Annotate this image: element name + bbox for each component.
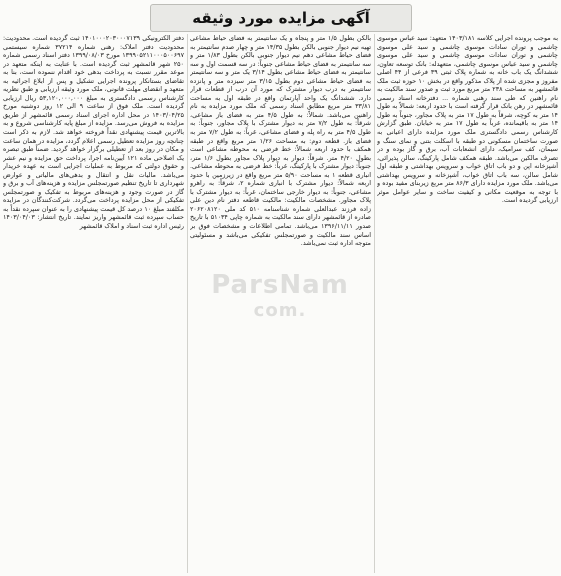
column-middle [190, 34, 371, 573]
column-left [3, 34, 184, 573]
column-middle-text: بالکن بطول ۱/۵ متر و پنجاه و یک سانتیمتر به فضای حیاط مشاعی تهیه نیم دیوار جنوبی بالکن بطول ۱۴/۳۵ متر و چهار صدم سانتیمتر به فضای حیاط مشاعی دهم نیم دیوار جنوبی بالکن بطول ۱/۸۳ متر و سه سانتیمتر به فضای حیاط مشاعی جنوباً: در سه قسمت اول و سه سانتیمتر به فضای حیاط مشاعی بطول ۳/۱۴ یک متر و سه سانتیمتر به فضای حیاط مشاعی دوم بطول ۳/۱۵ متر سیزده متر و پانزده سانتیمتر به درب دیوار مشترک که مورد آن درب از قطعات قرار دارد. ششدانگ یک واحد آپارتمان واقع در طبقه اول به مساحت ۳۳/۸۱ متر مربع مطابق اسناد رسمی که ملک مورد مزایده به نام راهنین می‌باشد. شمالاً: به طول ۴/۵ متر به فضای باز مشاعی، شرقاً: به طول ۷/۲ متر به دیوار مشترک با پلاک مجاور، جنوباً: به طول ۴/۵ متر به راه پله و فضای مشاعی، غرباً: به طول ۷/۲ متر به فضای باز. قطعه دوم: به مساحت ۱/۲۶ متر مربع واقع در طبقه همکف با حدود اربعه شمالاً: خط فرضی به محوطه مشاعی است بطول ۴/۲۰ متر. شرقاً: دیوار به دیوار پلاک مجاور بطول ۱/۶ متر، جنوباً: دیوار مشترک با پارکینگ، غرباً: خط فرضی به محوطه مشاعی. انباری قطعه ۱ به مساحت ۵/۹۰ متر مربع واقع در زیرزمین با حدود اربعه شمالاً: دیوار مشترک با انباری شماره ۲، شرقاً: به راهرو مشاعی، جنوباً: به دیوار خارجی ساختمان، غرباً: به دیوار مشترک با پلاک مجاور. مشخصات مالکیت: مالکیت قاطعه دفتر نام دین علی زاده فرزند عبدالعلی شماره شناسنامه ۵۱۰ کد ملی ۲۰۶۲۰۸۱۲۰ صادره از قائمشهر دارای سند مالکیت به شماره چاپی ۵۱۰۳۴ با تاریخ صدور ۱۳۹۶/۱۱/۱۱ می‌باشد. تمامی اطلاعات و مشخصات فوق بر اساس سند مالکیت و صورتمجلس تفکیکی می‌باشد و مسئولیتی متوجه اداره ثبت نمی‌باشد. [190, 34, 371, 248]
column-right-text: به موجب پرونده اجرایی کلاسه ۱۴۰۳/۱۸۱ متعهد: سید عباس موسوی چاشمی و توران سادات موسوی چاشمی و سید علی موسوی چاشمی و توران سادات موسوی چاشمی و سید علی موسوی چاشمی و سید عباس موسوی چاشمی، متعهدله: بانک توسعه تعاون، ششدانگ یک باب خانه به شماره پلاک ثبتی ۳۹ فرعی از ۴۴ اصلی مفروز و مجزی شده از پلاک مذکور واقع در بخش ۱۰ حوزه ثبت ملک قائمشهر به مساحت ۲۳۸ متر مربع مورد ثبت و صدور سند مالکیت به نام راهنین که طی سند رهنی شماره ... دفترخانه اسناد رسمی قائمشهر در رهن بانک قرار گرفته است با حدود اربعه: شمالاً به طول ۱۴ متر به کوچه، شرقاً به طول ۱۷ متر به پلاک مجاور، جنوباً به طول ۱۴ متر به باقیمانده، غرباً به طول ۱۷ متر به خیابان. طبق گزارش کارشناس رسمی دادگستری ملک مورد مزایده دارای اعیانی به صورت ساختمان مسکونی دو طبقه با اسکلت بتنی و نمای سنگ و سیمان، کف سرامیک، دارای انشعابات آب، برق و گاز بوده و در تصرف مالکین می‌باشد. طبقه همکف شامل پارکینگ، سالن پذیرائی، آشپزخانه اپن و دو باب اتاق خواب و سرویس بهداشتی و طبقه اول شامل سالن، سه باب اتاق خواب، آشپزخانه و سرویس بهداشتی می‌باشد. ملک مورد مزایده دارای ۸۶/۳ متر مربع زیربنای مفید بوده و با توجه به موقعیت مکانی و کیفیت ساخت و سایر عوامل موثر ارزیابی گردیده است. [377, 34, 558, 205]
notice-title: آگهی مزایده مورد وثیقه [192, 9, 370, 27]
watermark-line2: com. [253, 300, 307, 321]
notice-title-box [150, 4, 412, 32]
column-right [377, 34, 558, 573]
notice-columns [3, 34, 558, 573]
watermark-line1: ParsNam [211, 270, 349, 300]
column-left-text: دفتر الکترونیکی ۱۴۰۱۰۰۰۲۰۳۰۰۰۷۱۳۹ ثبت گردیده است. محدودیت: محدودیت دفتر املاک: رهنی شماره ۳۷۲۱۴ شماره سیستمی ۱۳۹۹۰۵۲۱۱۰۰۰۵۰۰۶۹۷ مورخ ۱۳۹۹/۰۸/۰۳ دفتر اسناد رسمی شماره ۲۵۰ شهر قائمشهر ثبت گردیده است. با عنایت به اینکه متعهد در موعد مقرر نسبت به پرداخت بدهی خود اقدام ننموده است، بنا به تقاضای بستانکار پرونده اجرایی تشکیل و پس از ابلاغ اجرائیه به متعهد و انقضای مهلت قانونی، ملک مورد وثیقه ارزیابی و طبق نظریه کارشناس رسمی دادگستری به مبلغ ۵۳,۱۲۰,۰۰۰,۰۰۰ ریال ارزیابی گردیده است. ملک فوق از ساعت ۹ الی ۱۲ روز دوشنبه مورخ ۱۴۰۳/۰۴/۲۵ در محل اداره اجرای اسناد رسمی قائمشهر از طریق مزایده به فروش می‌رسد. مزایده از مبلغ پایه کارشناسی شروع و به بالاترین قیمت پیشنهادی نقداً فروخته خواهد شد. لازم به ذکر است چنانچه روز مزایده تعطیل رسمی اعلام گردد، مزایده در همان ساعت و مکان در روز بعد از تعطیلی برگزار خواهد گردید. ضمناً طبق تبصره یک اصلاحی ماده ۱۲۱ آیین‌نامه اجرا، پرداخت حق مزایده و نیم عشر و حقوق دولتی که مربوط به عملیات اجرایی است به عهده خریدار می‌باشد. مالیات نقل و انتقال و بدهی‌های مالیاتی و عوارض شهرداری تا تاریخ تنظیم صورتمجلس مزایده و هزینه‌های آب و برق و گاز در صورت وجود و هزینه‌های مربوط به تفکیک و صورتمجلس تفکیکی از محل مزایده پرداخت می‌گردد. شرکت‌کنندگان در مزایده مکلفند مبلغ ۱۰ درصد کل قیمت پیشنهادی را به عنوان سپرده نقداً به حساب سپرده ثبت قائمشهر واریز نمایند. تاریخ انتشار: ۱۴۰۳/۰۴/۰۳ رئیس اداره ثبت اسناد و املاک قائمشهر [3, 34, 184, 231]
